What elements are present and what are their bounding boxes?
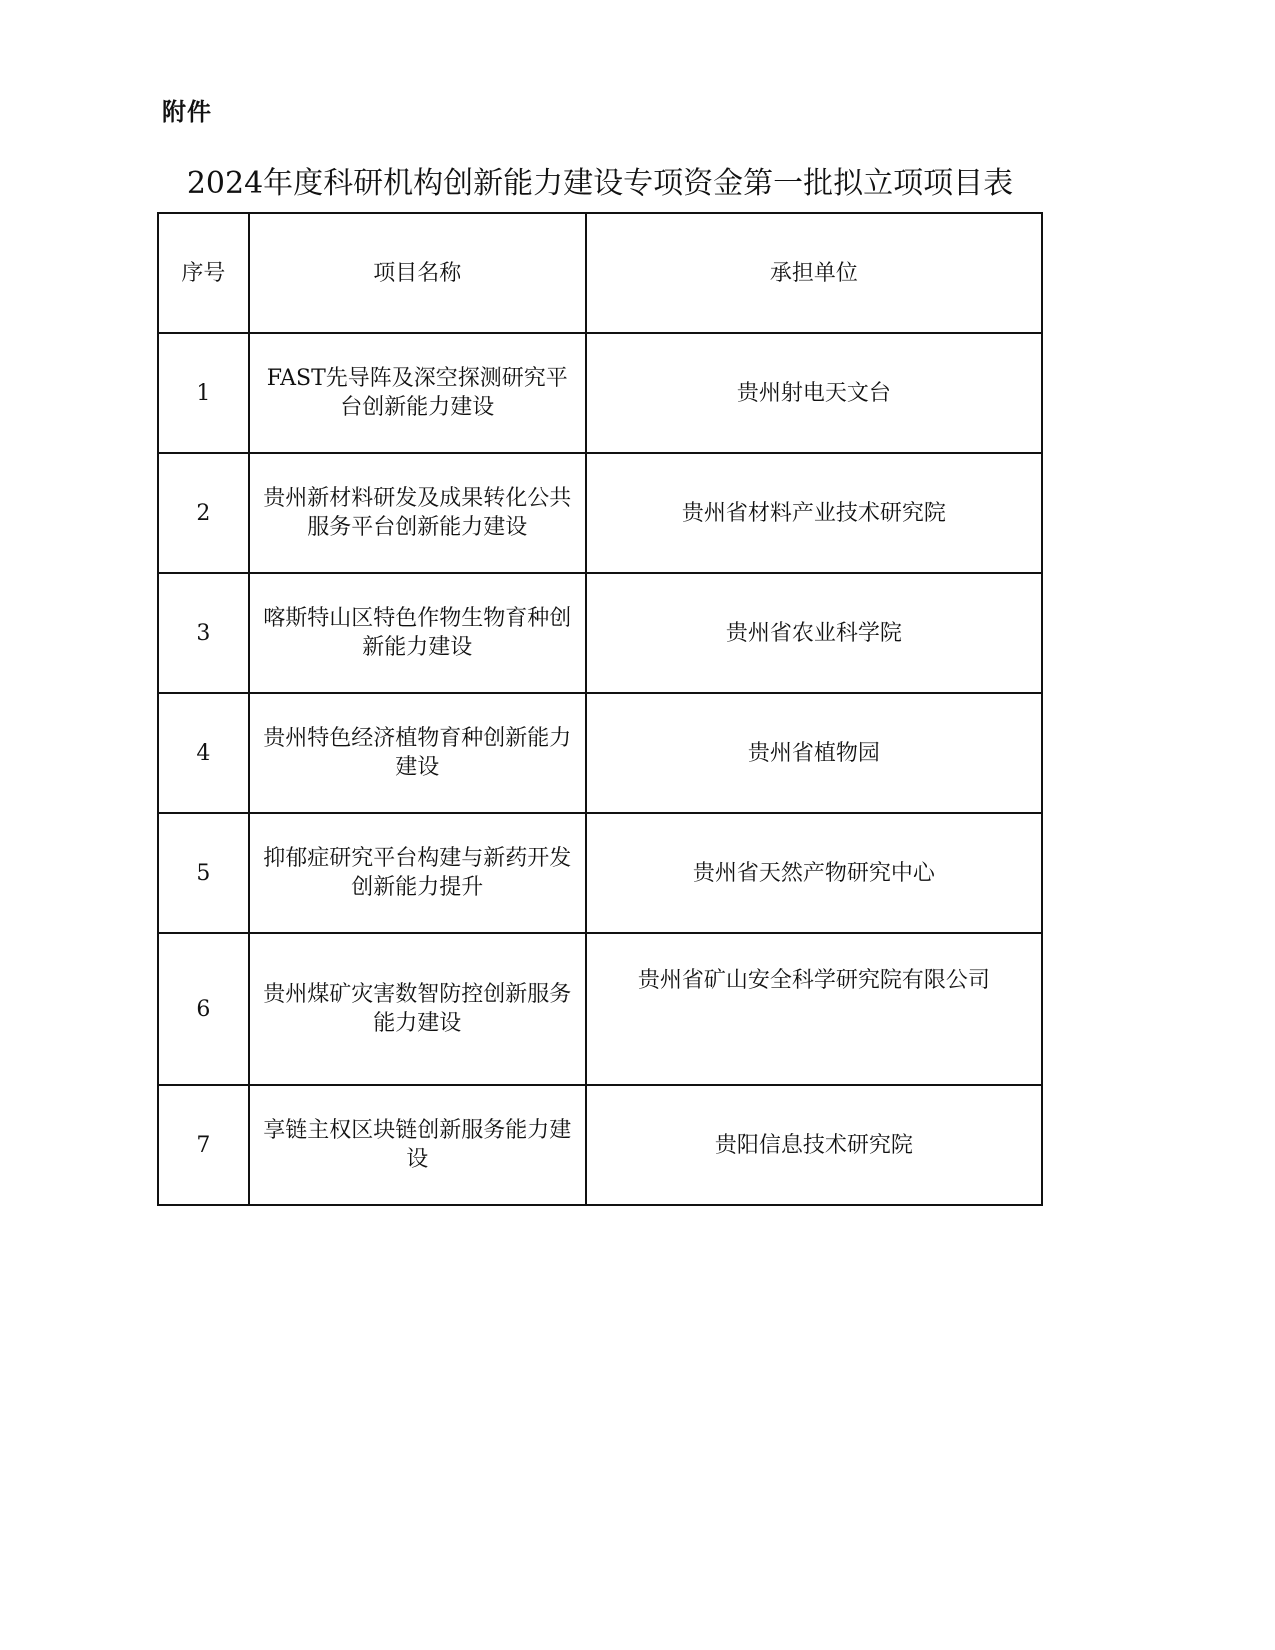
row-no: 1 bbox=[158, 333, 249, 453]
row-no: 2 bbox=[158, 453, 249, 573]
row-no: 3 bbox=[158, 573, 249, 693]
document-title: 2024年度科研机构创新能力建设专项资金第一批拟立项项目表 bbox=[186, 166, 1014, 201]
table-row bbox=[158, 1085, 1042, 1205]
table-header-row bbox=[158, 213, 1042, 333]
row-project-name: 喀斯特山区特色作物生物育种创新能力建设 bbox=[249, 573, 586, 693]
table-row bbox=[158, 573, 1042, 693]
table-row bbox=[158, 813, 1042, 933]
row-unit: 贵州省农业科学院 bbox=[586, 573, 1042, 693]
row-no: 5 bbox=[158, 813, 249, 933]
row-project-name: 贵州特色经济植物育种创新能力建设 bbox=[249, 693, 586, 813]
row-unit: 贵州省矿山安全科学研究院有限公司 bbox=[586, 933, 1042, 1085]
table-row bbox=[158, 693, 1042, 813]
project-table bbox=[157, 212, 1043, 1206]
row-project-name: FAST先导阵及深空探测研究平台创新能力建设 bbox=[249, 333, 586, 453]
table-row bbox=[158, 333, 1042, 453]
row-no: 6 bbox=[158, 933, 249, 1085]
row-unit: 贵州射电天文台 bbox=[586, 333, 1042, 453]
row-project-name: 抑郁症研究平台构建与新药开发创新能力提升 bbox=[249, 813, 586, 933]
header-no: 序号 bbox=[158, 213, 249, 333]
table-row bbox=[158, 933, 1042, 1085]
header-name: 项目名称 bbox=[249, 213, 586, 333]
row-no: 4 bbox=[158, 693, 249, 813]
header-unit: 承担单位 bbox=[586, 213, 1042, 333]
row-unit: 贵州省材料产业技术研究院 bbox=[586, 453, 1042, 573]
row-unit: 贵阳信息技术研究院 bbox=[586, 1085, 1042, 1205]
row-project-name: 贵州新材料研发及成果转化公共服务平台创新能力建设 bbox=[249, 453, 586, 573]
attachment-label: 附件 bbox=[162, 98, 212, 126]
row-no: 7 bbox=[158, 1085, 249, 1205]
row-unit: 贵州省天然产物研究中心 bbox=[586, 813, 1042, 933]
row-unit: 贵州省植物园 bbox=[586, 693, 1042, 813]
row-project-name: 享链主权区块链创新服务能力建设 bbox=[249, 1085, 586, 1205]
table-row bbox=[158, 453, 1042, 573]
row-project-name: 贵州煤矿灾害数智防控创新服务能力建设 bbox=[249, 933, 586, 1085]
